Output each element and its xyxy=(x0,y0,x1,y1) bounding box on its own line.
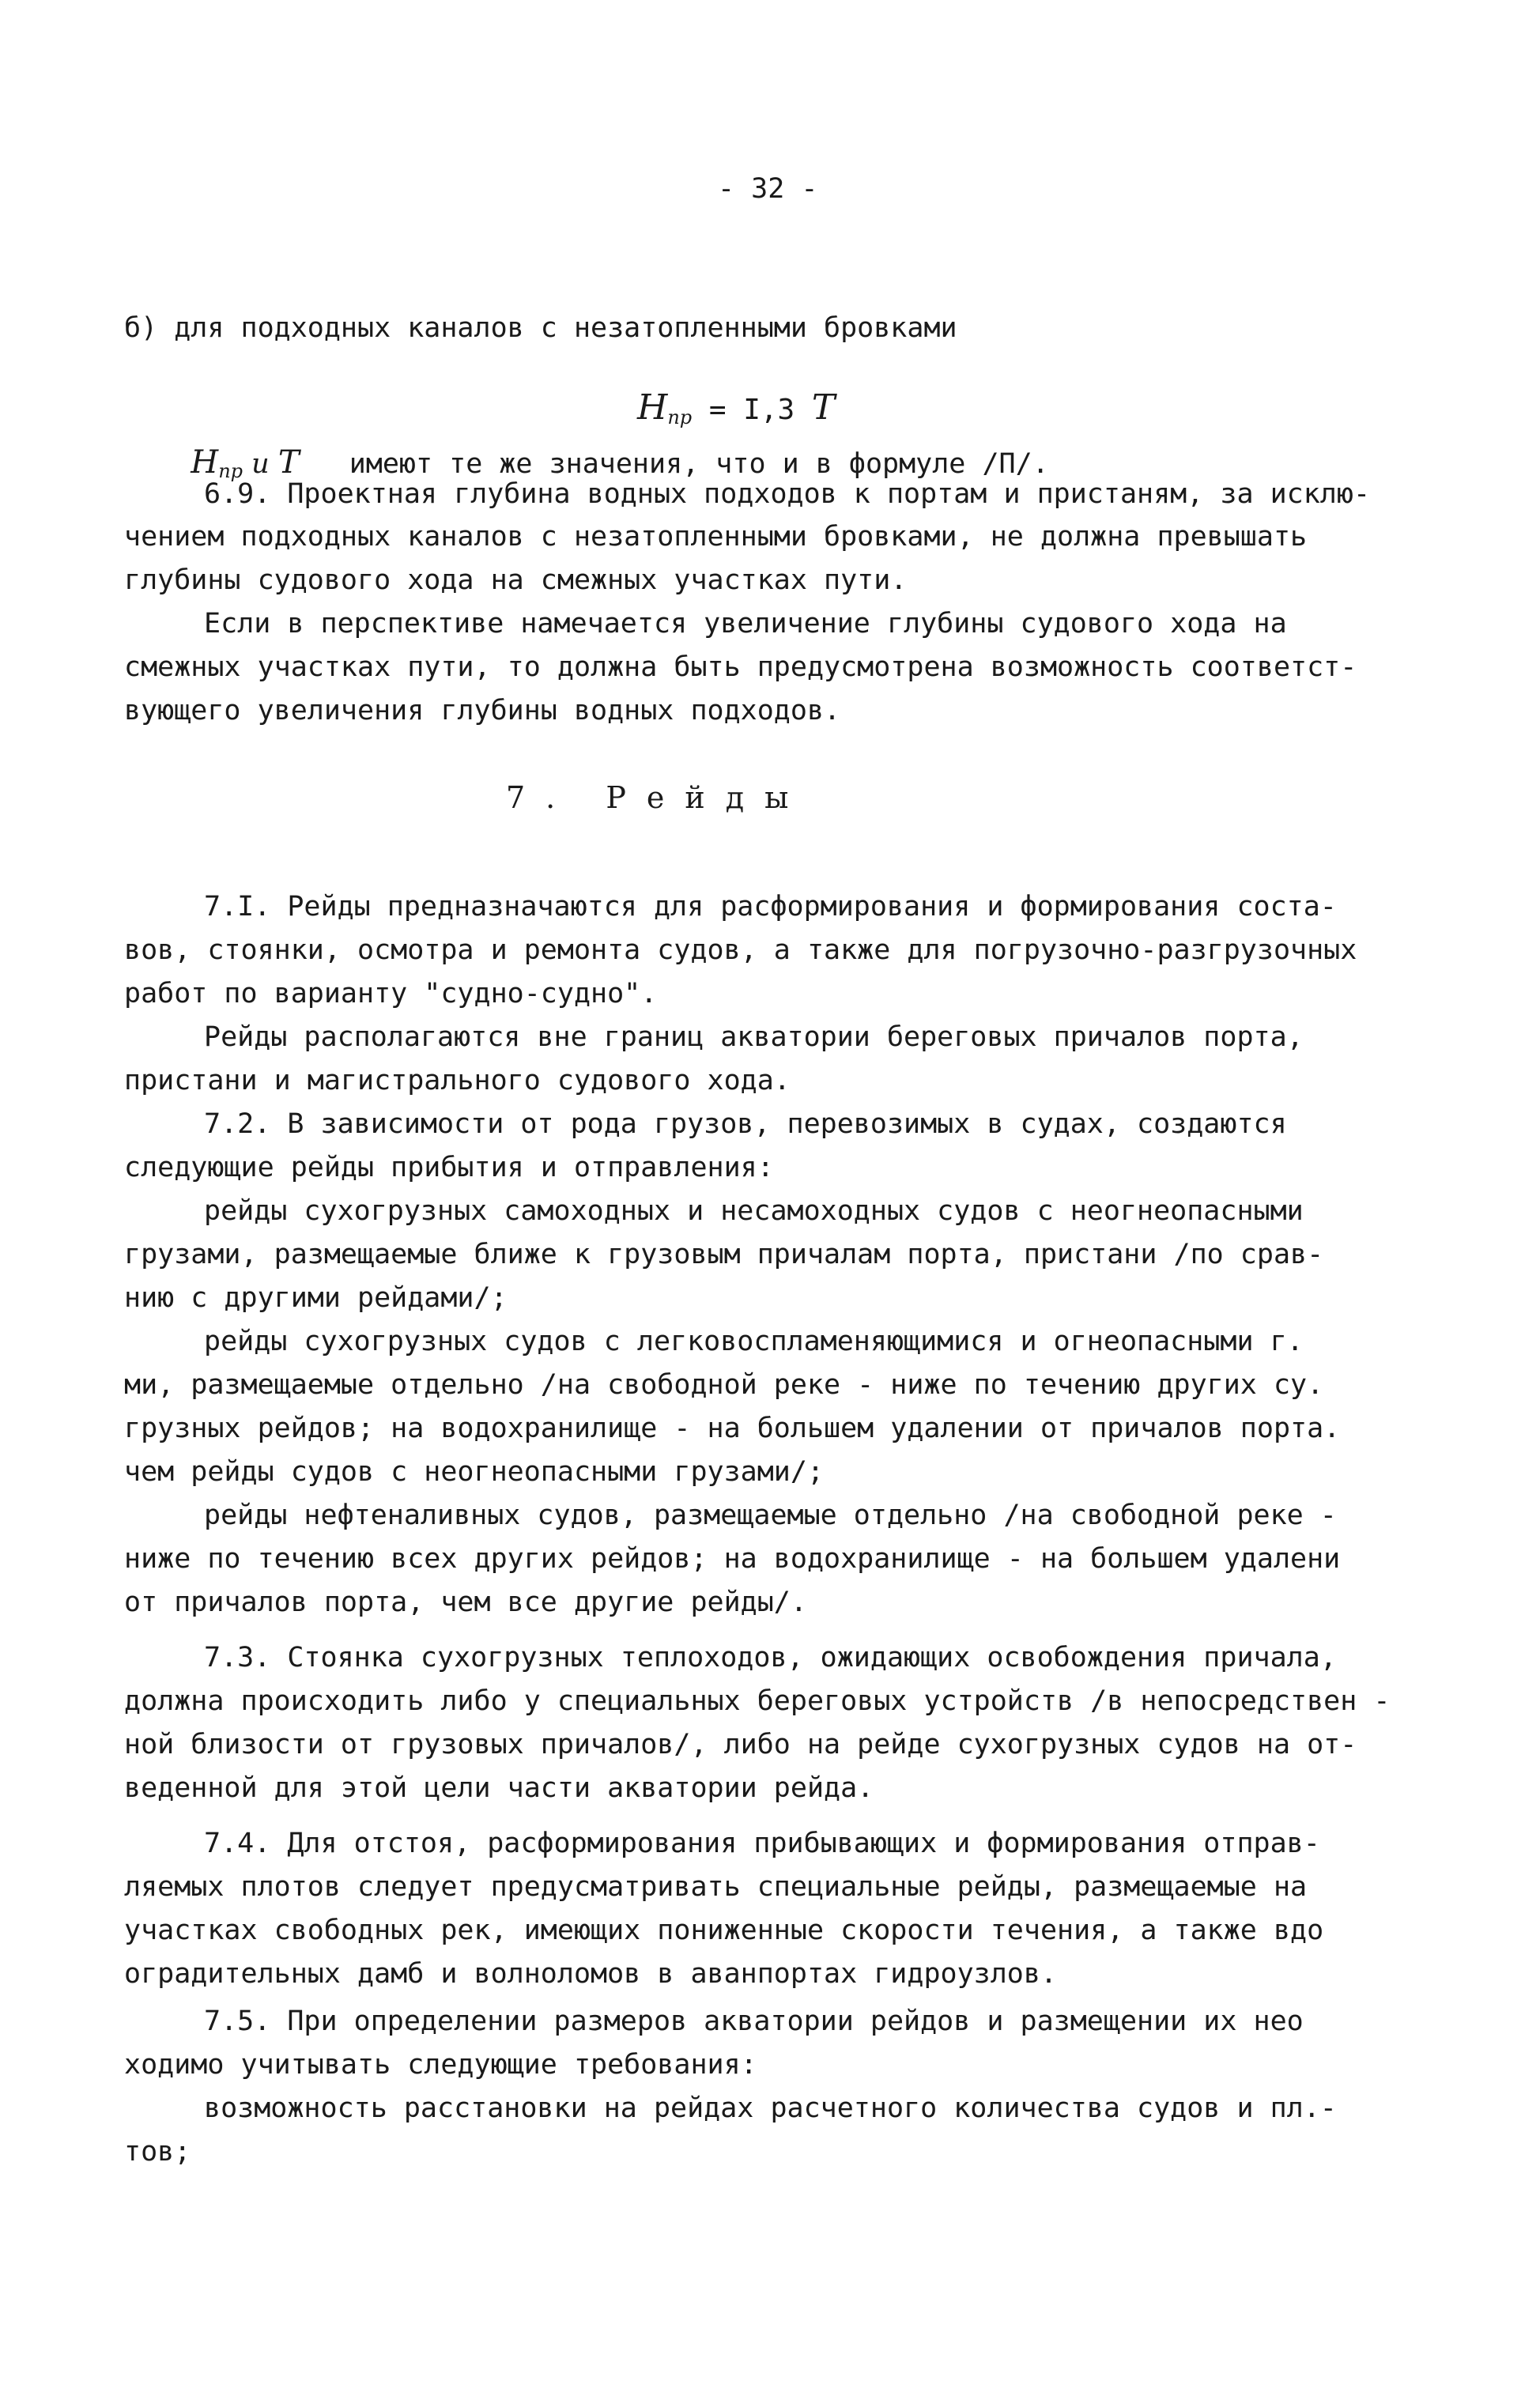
para-6-9b-line-2: смежных участках пути, то должна быть предусмотрена возможность соответст- xyxy=(124,651,1357,683)
para-7-2a-line-1: рейды сухогрузных самоходных и несамоходных судов с неогнеопасными xyxy=(204,1195,1304,1227)
para-7-3-line-1: 7.3. Стоянка сухогрузных теплоходов, ожидающих освобождения причала, xyxy=(204,1642,1337,1673)
para-6-9b-line-3: вующего увеличения глубины водных подходов. xyxy=(124,695,841,726)
item-b-heading: б) для подходных каналов с незатопленными бровками xyxy=(124,312,957,344)
note-symbol-t: T xyxy=(277,444,300,481)
para-7-2b-line-4: чем рейды судов с неогнеопасными грузами/; xyxy=(124,1456,825,1488)
para-6-9-line-2: чением подходных каналов с незатопленными бровками, не должна превышать xyxy=(124,521,1308,553)
para-7-1-line-3: работ по варианту "судно-судно". xyxy=(124,978,658,1009)
para-7-4-line-3: участках свободных рек, имеющих пониженные скорости течения, а также вдо xyxy=(124,1915,1324,1946)
page-number: - 32 - xyxy=(718,173,818,205)
para-7-5a-line-2: тов; xyxy=(124,2136,191,2168)
para-7-4-line-1: 7.4. Для отстоя, расформирования прибывающих и формирования отправ- xyxy=(204,1828,1320,1859)
para-7-1-line-2: вов, стоянки, осмотра и ремонта судов, а также для погрузочно-разгрузочных xyxy=(124,934,1357,966)
note-symbol-h: H xyxy=(191,444,219,481)
para-7-1-line-1: 7.I. Рейды предназначаются для расформирования и формирования соста- xyxy=(204,891,1337,923)
para-7-5a-line-1: возможность расстановки на рейдах расчетного количества судов и пл.- xyxy=(204,2092,1337,2124)
note-subscript: пр xyxy=(218,460,243,482)
para-7-1b-line-2: пристани и магистрального судового хода. xyxy=(124,1065,791,1096)
para-7-2c-line-1: рейды нефтеналивных судов, размещаемые отдельно /на свободной реке - xyxy=(204,1500,1337,1531)
note-text: имеют те же значения, что и в формуле /П/. xyxy=(299,448,1049,480)
formula-subscript: пр xyxy=(667,406,693,428)
formula-symbol-t: T xyxy=(811,387,836,428)
para-7-2b-line-1: рейды сухогрузных судов с легковоспламеняющимися и огнеопасными г. xyxy=(204,1326,1304,1357)
para-7-3-line-4: веденной для этой цели части акватории рейда. xyxy=(124,1772,874,1804)
formula-rhs: = I,3 xyxy=(692,394,812,426)
para-7-2c-line-3: от причалов порта, чем все другие рейды/. xyxy=(124,1587,807,1618)
para-7-2-line-1: 7.2. В зависимости от рода грузов, перевозимых в судах, создаются xyxy=(204,1108,1287,1140)
formula-symbol-h: H xyxy=(636,387,668,428)
para-7-2a-line-3: нию с другими рейдами/; xyxy=(124,1282,508,1314)
para-6-9-line-1: 6.9. Проектная глубина водных подходов к портам и пристаням, за исклю- xyxy=(204,478,1371,510)
para-7-2c-line-2: ниже по течению всех других рейдов; на водохранилище - на большем удалени xyxy=(124,1543,1341,1575)
para-7-1b-line-1: Рейды располагаются вне границ акватории береговых причалов порта, xyxy=(204,1021,1304,1053)
para-7-5-line-2: ходимо учитывать следующие требования: xyxy=(124,2049,757,2081)
para-7-2-line-2: следующие рейды прибытия и отправления: xyxy=(124,1152,774,1183)
para-7-3-line-2: должна происходить либо у специальных береговых устройств /в непосредствен - xyxy=(124,1685,1391,1717)
note-and: и xyxy=(243,448,278,480)
section-7-title: 7. Рейды xyxy=(506,780,810,815)
para-7-2a-line-2: грузами, размещаемые ближе к грузовым причалам порта, пристани /по срав- xyxy=(124,1239,1324,1270)
para-6-9-line-3: глубины судового хода на смежных участках пути. xyxy=(124,564,908,596)
para-7-5-line-1: 7.5. При определении размеров акватории рейдов и размещении их нео xyxy=(204,2006,1304,2037)
para-7-2b-line-2: ми, размещаемые отдельно /на свободной реке - ниже по течению других су. xyxy=(124,1369,1324,1401)
para-7-3-line-3: ной близости от грузовых причалов/, либо на рейде сухогрузных судов на от- xyxy=(124,1729,1357,1760)
para-7-2b-line-3: грузных рейдов; на водохранилище - на большем удалении от причалов порта. xyxy=(124,1413,1341,1444)
para-6-9b-line-1: Если в перспективе намечается увеличение глубины судового хода на xyxy=(204,608,1287,640)
para-7-4-line-4: оградительных дамб и волноломов в аванпортах гидроузлов. xyxy=(124,1958,1058,1990)
para-7-4-line-2: ляемых плотов следует предусматривать специальные рейды, размещаемые на xyxy=(124,1871,1308,1903)
